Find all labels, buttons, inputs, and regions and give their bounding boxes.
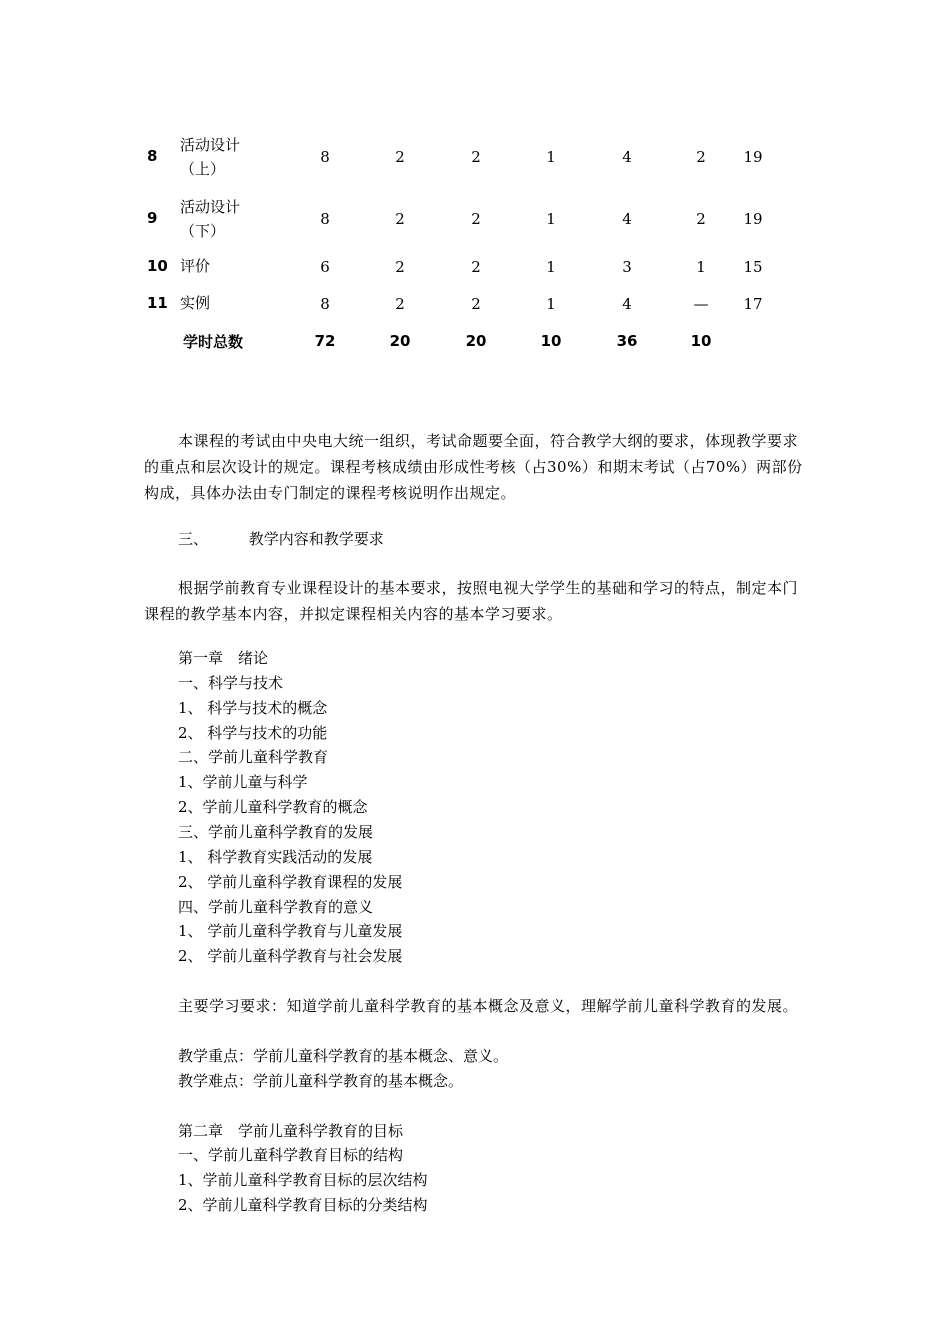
row-name-line1: 活动设计 bbox=[180, 198, 241, 216]
cell-value: 2 bbox=[395, 210, 405, 228]
cell-value: 3 bbox=[622, 258, 632, 276]
cell-value: — bbox=[693, 295, 709, 313]
cell-value: 4 bbox=[622, 295, 632, 313]
cell-value: 2 bbox=[395, 258, 405, 276]
section-title: 教学内容和教学要求 bbox=[248, 530, 384, 548]
row-name bbox=[180, 291, 210, 315]
row-name-line2: （下） bbox=[180, 222, 226, 240]
total-value: 20 bbox=[389, 332, 411, 350]
outline-item: 1、 科学与技术的概念 bbox=[178, 699, 328, 717]
row-name bbox=[180, 195, 240, 243]
total-value: 10 bbox=[540, 332, 562, 350]
row-number: 11 bbox=[147, 294, 168, 312]
total-value: 36 bbox=[616, 332, 638, 350]
total-value: 20 bbox=[465, 332, 487, 350]
outline-item: 二、学前儿童科学教育 bbox=[178, 748, 329, 766]
outline-item: 1、学前儿童科学教育目标的层次结构 bbox=[178, 1171, 428, 1189]
cell-value: 2 bbox=[395, 148, 405, 166]
cell-value: 1 bbox=[696, 258, 706, 276]
cell-value: 1 bbox=[546, 148, 556, 166]
cell-value: 8 bbox=[320, 210, 330, 228]
section-number: 三、 bbox=[178, 530, 209, 548]
outline-item: 2、 学前儿童科学教育课程的发展 bbox=[178, 873, 403, 891]
row-number: 10 bbox=[147, 257, 168, 275]
cell-value: 2 bbox=[696, 148, 706, 166]
cell-value: 2 bbox=[696, 210, 706, 228]
learning-requirement: 主要学习要求：知道学前儿童科学教育的基本概念及意义，理解学前儿童科学教育的发展。 bbox=[178, 997, 799, 1015]
teaching-difficulty: 教学难点：学前儿童科学教育的基本概念。 bbox=[178, 1072, 464, 1090]
cell-value: 2 bbox=[471, 295, 481, 313]
outline-item: 三、学前儿童科学教育的发展 bbox=[178, 823, 374, 841]
row-name bbox=[180, 133, 240, 181]
section-heading bbox=[178, 528, 384, 549]
cell-value: 17 bbox=[743, 295, 763, 313]
cell-value: 19 bbox=[743, 210, 763, 228]
outline-item: 四、学前儿童科学教育的意义 bbox=[178, 898, 374, 916]
row-name-line1: 活动设计 bbox=[180, 136, 241, 154]
cell-value: 2 bbox=[395, 295, 405, 313]
row-name-line1: 评价 bbox=[180, 257, 211, 275]
chapter-title: 第一章 绪论 bbox=[178, 649, 269, 667]
outline-item: 一、学前儿童科学教育目标的结构 bbox=[178, 1146, 404, 1164]
cell-value: 2 bbox=[471, 148, 481, 166]
intro-paragraph: 根据学前教育专业课程设计的基本要求，按照电视大学学生的基础和学习的特点，制定本门课程的教学基本内容，并拟定课程相关内容的基本学习要求。 bbox=[144, 579, 799, 623]
cell-value: 1 bbox=[546, 295, 556, 313]
cell-value: 4 bbox=[622, 210, 632, 228]
cell-value: 4 bbox=[622, 148, 632, 166]
row-number: 9 bbox=[147, 209, 158, 227]
row-name bbox=[180, 254, 210, 278]
total-label: 学时总数 bbox=[183, 333, 244, 351]
cell-value: 2 bbox=[471, 210, 481, 228]
cell-value: 6 bbox=[320, 258, 330, 276]
cell-value: 1 bbox=[546, 210, 556, 228]
outline-item: 2、学前儿童科学教育目标的分类结构 bbox=[178, 1196, 428, 1214]
cell-value: 2 bbox=[471, 258, 481, 276]
cell-value: 19 bbox=[743, 148, 763, 166]
outline-item: 1、 学前儿童科学教育与儿童发展 bbox=[178, 922, 403, 940]
row-name-line1: 实例 bbox=[180, 294, 211, 312]
outline-item: 2、学前儿童科学教育的概念 bbox=[178, 798, 368, 816]
row-number: 8 bbox=[147, 147, 158, 165]
cell-value: 8 bbox=[320, 148, 330, 166]
outline-item: 一、科学与技术 bbox=[178, 674, 284, 692]
total-value: 72 bbox=[314, 332, 336, 350]
outline-item: 1、 科学教育实践活动的发展 bbox=[178, 848, 373, 866]
teaching-focus: 教学重点：学前儿童科学教育的基本概念、意义。 bbox=[178, 1047, 509, 1065]
total-value: 10 bbox=[690, 332, 712, 350]
exam-paragraph: 本课程的考试由中央电大统一组织，考试命题要全面，符合教学大纲的要求，体现教学要求的重点和层次设计的规定。课程考核成绩由形成性考核（占30%）和期末考试（占70%）两部份构成，具体办法由专门制定的课程考核说明作出规定。 bbox=[144, 432, 803, 502]
chapter-title: 第二章 学前儿童科学教育的目标 bbox=[178, 1122, 404, 1140]
cell-value: 1 bbox=[546, 258, 556, 276]
outline-item: 2、 科学与技术的功能 bbox=[178, 724, 328, 742]
cell-value: 8 bbox=[320, 295, 330, 313]
outline-item: 1、学前儿童与科学 bbox=[178, 773, 308, 791]
cell-value: 15 bbox=[743, 258, 763, 276]
outline-item: 2、 学前儿童科学教育与社会发展 bbox=[178, 947, 403, 965]
row-name-line2: （上） bbox=[180, 160, 226, 178]
